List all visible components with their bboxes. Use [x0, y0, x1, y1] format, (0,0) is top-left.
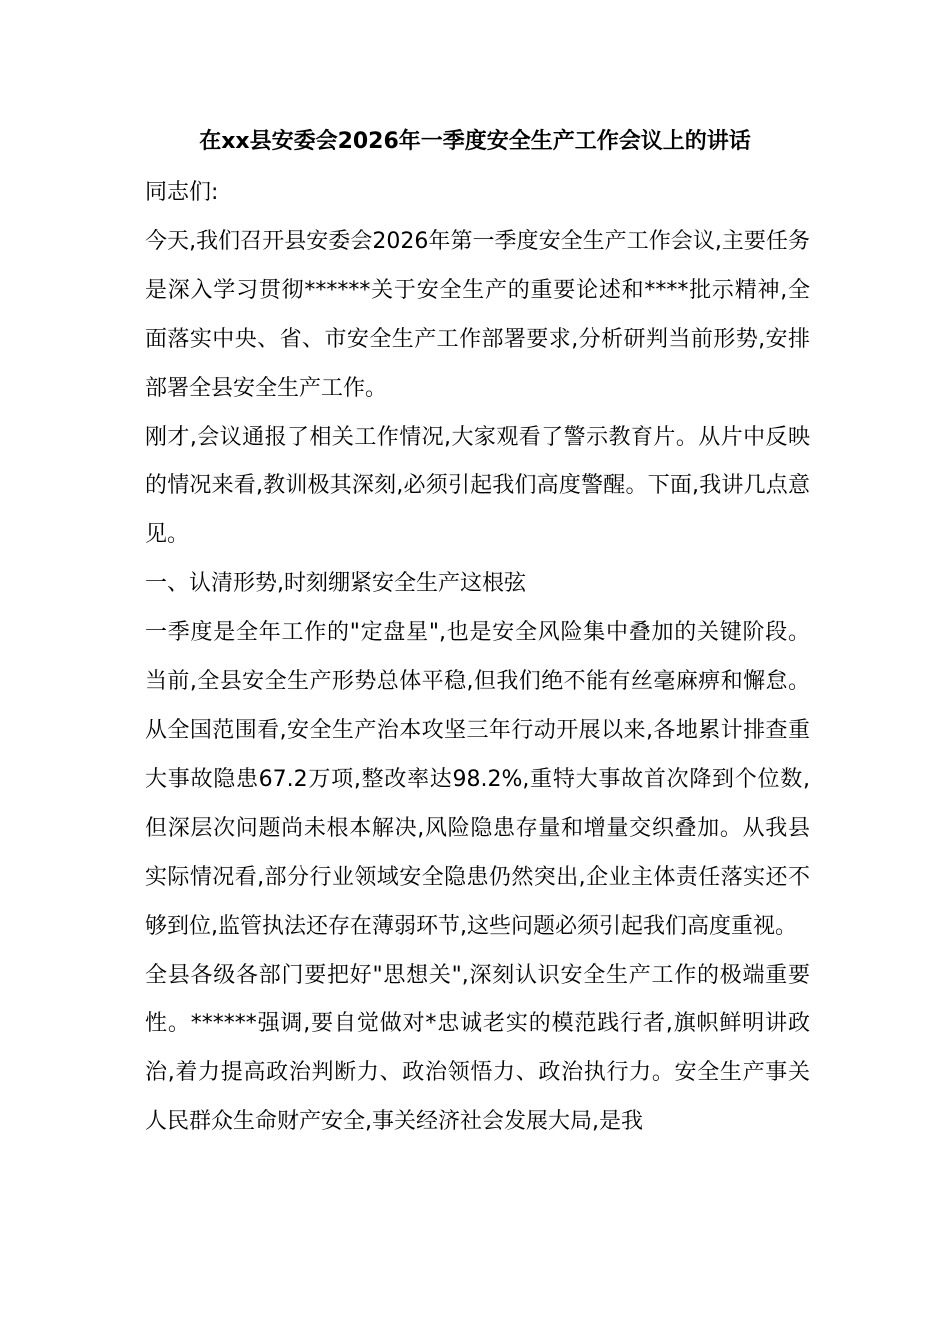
- paragraph-awareness: 全县各级各部门要把好"思想关",深刻认识安全生产工作的极端重要性。******强调,要自觉做对*忠诚老实的模范践行者,旗帜鲜明讲政治,着力提高政治判断力、政治领悟力、政治执行力。安全生产事关人民群众生命财产安全,事关经济社会发展大局,是我: [145, 962, 810, 1135]
- paragraph-situation: 一季度是全年工作的"定盘星",也是安全风险集中叠加的关键阶段。当前,全县安全生产形势总体平稳,但我们绝不能有丝毫麻痹和懈怠。从全国范围看,安全生产治本攻坚三年行动开展以来,各地累计排查重大事故隐患67.2万项,整改率达98.2%,重特大事故首次降到个位数,但深层次问题尚未根本解决,风险隐患存量和增量交织叠加。从我县实际情况看,部分行业领域安全隐患仍然突出,企业主体责任落实还不够到位,监管执法还存在薄弱环节,这些问题必须引起我们高度重视。: [145, 620, 810, 939]
- paragraph-opening: 今天,我们召开县安委会2026年第一季度安全生产工作会议,主要任务是深入学习贯彻******关于安全生产的重要论述和****批示精神,全面落实中央、省、市安全生产工作部署要求,分析研判当前形势,安排部署全县安全生产工作。: [145, 228, 810, 401]
- document-body: [145, 169, 810, 1147]
- salutation: 同志们:: [145, 180, 219, 205]
- document-title: 在xx县安委会2026年一季度安全生产工作会议上的讲话: [199, 129, 751, 154]
- paragraph-briefing: 刚才,会议通报了相关工作情况,大家观看了警示教育片。从片中反映的情况来看,教训极其深刻,必须引起我们高度警醒。下面,我讲几点意见。: [145, 424, 810, 548]
- section-heading-1: 一、认清形势,时刻绷紧安全生产这根弦: [145, 571, 526, 597]
